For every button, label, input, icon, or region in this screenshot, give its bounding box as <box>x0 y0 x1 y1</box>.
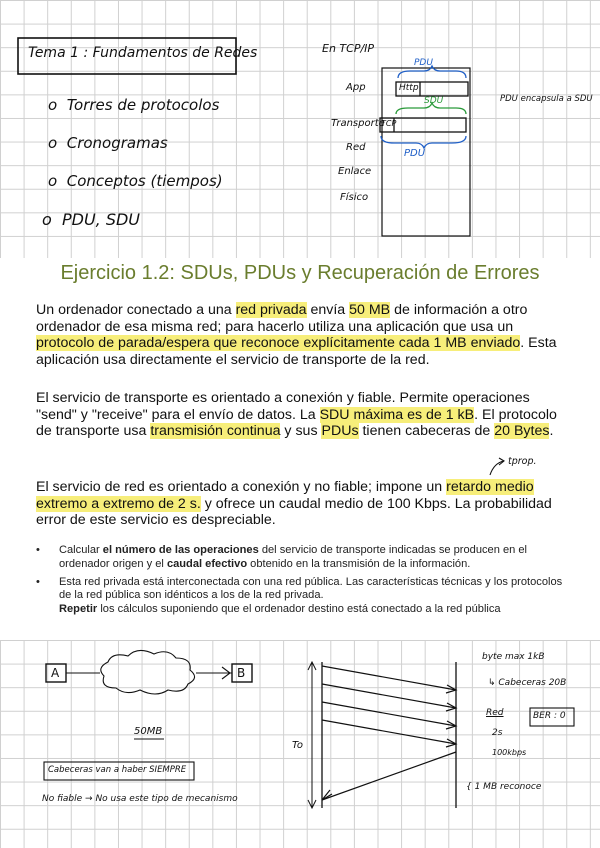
bullet-marker: • <box>36 544 40 556</box>
notes-top-area <box>0 0 600 258</box>
list-item: o Conceptos (tiempos) <box>48 172 223 190</box>
ack-line <box>322 752 456 800</box>
network-cloud <box>101 650 195 694</box>
bullet-dot: o <box>42 210 62 229</box>
bullet-dot: o <box>48 134 67 152</box>
tcpip-title: En TCP/IP <box>322 42 375 55</box>
highlight: protocolo de parada/espera que reconoce explícitamente cada 1 MB enviado <box>36 335 521 352</box>
layer-enlace: Enlace <box>338 166 372 177</box>
red-label: Red <box>486 708 504 718</box>
red-rate: 100kbps <box>492 748 527 757</box>
cabeceras-box-text: Cabeceras van a haber SIEMPRE <box>48 765 187 775</box>
title-box-text: Tema 1 : Fundamentos de Redes <box>28 45 258 61</box>
highlight: transmisión continua <box>150 423 281 440</box>
bullet-dot: o <box>48 172 67 190</box>
list-item: • Calcular el número de las operaciones del servicio de transporte indicadas se producen en el ordenador origen y el caudal efectivo obtenido en la transmisión de la información. <box>36 544 528 570</box>
pdu-bottom-brace <box>381 136 466 148</box>
node-a-label: A <box>51 666 60 680</box>
highlight: PDUs <box>321 423 359 440</box>
sdu-label: SDU <box>424 96 444 106</box>
red-delay: 2s <box>492 728 503 738</box>
highlight: SDU máxima es de 1 kB <box>319 406 475 423</box>
bullet-marker: • <box>36 575 40 588</box>
layer-app: App <box>346 82 366 93</box>
question-list <box>36 544 576 621</box>
list-item: • Esta red privada está interconectada con una red pública. Las características técnicas y los protocolos de la red pública son idénticos a los de la red privada. Repetir los cálculos suponiendo que el ordenador destino está conectado a la red pública <box>36 575 563 616</box>
bullet-dot: o <box>48 96 67 114</box>
packet-1 <box>322 666 456 690</box>
ber-label: BER : 0 <box>533 711 566 721</box>
layer-red: Red <box>346 142 366 153</box>
packet-2 <box>322 684 456 708</box>
tprop-annotation: tprop. <box>508 456 537 467</box>
no-fiable-note: No fiable → No usa este tipo de mecanismo <box>42 794 238 804</box>
pdu-label-bottom: PDU <box>404 148 426 159</box>
highlight: retardo medio extremo a extremo de 2 s. <box>36 479 534 512</box>
list-item: o Cronogramas <box>48 134 168 152</box>
packet-4 <box>322 720 456 744</box>
list-item: o Torres de protocolos <box>48 96 220 114</box>
pdu-side-note: PDU encapsula a SDU <box>500 94 593 104</box>
tcp-label: TCP <box>381 119 397 128</box>
paragraph-2: El servicio de transporte es orientado a conexión y fiable. Permite operaciones "send" y "receive" para el envío de datos. La SDU máxima es de 1 kB. El protocolo de transporte usa transmisión continua y sus PDUs tienen cabeceras de 20 Bytes. <box>36 390 557 440</box>
paragraph-1: Un ordenador conectado a una red privada envía 50 MB de información a otro ordenador de esa misma red; para hacerlo utiliza una aplicación que usa un protocolo de parada/espera que reconoce explícitamente cada 1 MB enviado. Esta aplicación usa directamente el servicio de transporte de la red. <box>36 302 557 368</box>
cabeceras-bytes-note: ↳ Cabeceras 20B <box>488 678 567 688</box>
node-b-label: B <box>237 666 246 680</box>
list-item: o PDU, SDU <box>42 210 141 229</box>
to-label: To <box>292 740 303 751</box>
size-label: 50MB <box>134 726 163 737</box>
highlight: 50 MB <box>349 302 391 318</box>
layer-fisico: Físico <box>340 192 369 203</box>
http-label: Http <box>399 83 419 93</box>
highlight: red privada <box>235 302 307 318</box>
tcpip-stack-box <box>382 68 470 236</box>
pdu-label-top: PDU <box>414 58 433 68</box>
reconoce-note: { 1 MB reconoce <box>466 782 542 792</box>
byte-max-note: byte max 1kB <box>482 652 545 662</box>
exercise-title: Ejercicio 1.2: SDUs, PDUs y Recuperación de Errores <box>60 262 540 284</box>
layer-transporte: Transporte <box>331 118 385 129</box>
paragraph-3: El servicio de red es orientado a conexión y no fiable; impone un retardo medio extremo a extremo de 2 s. y ofrece un caudal medio de 100 Kbps. La probabilidad error de este servicio es despreciable. <box>36 479 552 529</box>
highlight: 20 Bytes <box>494 423 550 440</box>
notes-bottom-area <box>0 640 600 848</box>
packet-3 <box>322 702 456 726</box>
